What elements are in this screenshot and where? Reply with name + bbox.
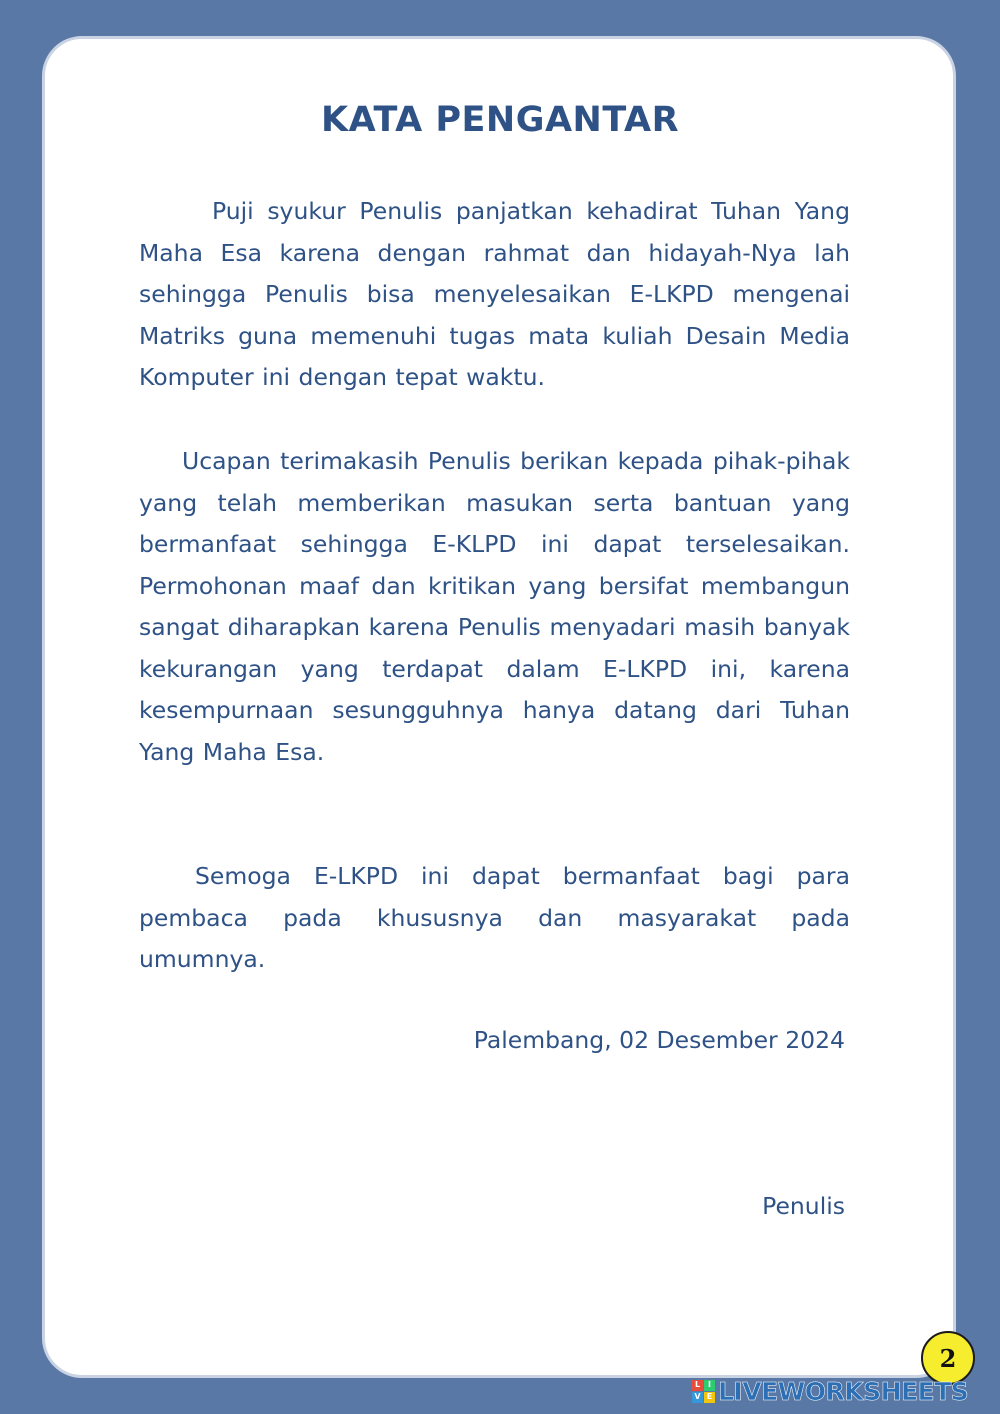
- page-number-badge: 2: [921, 1331, 975, 1385]
- logo-letter-i: I: [704, 1380, 715, 1391]
- place-and-date: Palembang, 02 Desember 2024: [473, 1026, 845, 1054]
- paragraph-2: Ucapan terimakasih Penulis berikan kepada pihak-pihak yang telah memberikan masukan serta bantuan yang bermanfaat sehingga E-KLPD ini dapat terselesaikan. Permohonan maaf dan kritikan yang bersifat membangun sangat diharapkan karena Penulis menyadari masih banyak kekurangan yang terdapat dalam E-LKPD ini, karena kesempurnaan sesungguhnya hanya datang dari Tuhan Yang Maha Esa.: [139, 447, 850, 766]
- liveworksheets-watermark: [692, 1376, 968, 1406]
- logo-letter-v: V: [692, 1392, 703, 1403]
- logo-letter-l: L: [692, 1380, 703, 1391]
- author-signature: Penulis: [762, 1192, 845, 1220]
- paragraph-3: Semoga E-LKPD ini dapat bermanfaat bagi para pembaca pada khususnya dan masyarakat pada umumnya.: [139, 862, 850, 973]
- logo-letter-e: E: [704, 1392, 715, 1403]
- paragraph-1: Puji syukur Penulis panjatkan kehadirat Tuhan Yang Maha Esa karena dengan rahmat dan hidayah-Nya lah sehingga Penulis bisa menyelesaikan E-LKPD mengenai Matriks guna memenuhi tugas mata kuliah Desain Media Komputer ini dengan tepat waktu.: [139, 197, 850, 391]
- watermark-text: LIVEWORKSHEETS: [718, 1376, 969, 1406]
- page-title: KATA PENGANTAR: [320, 100, 680, 140]
- liveworksheets-logo-icon: [692, 1380, 715, 1403]
